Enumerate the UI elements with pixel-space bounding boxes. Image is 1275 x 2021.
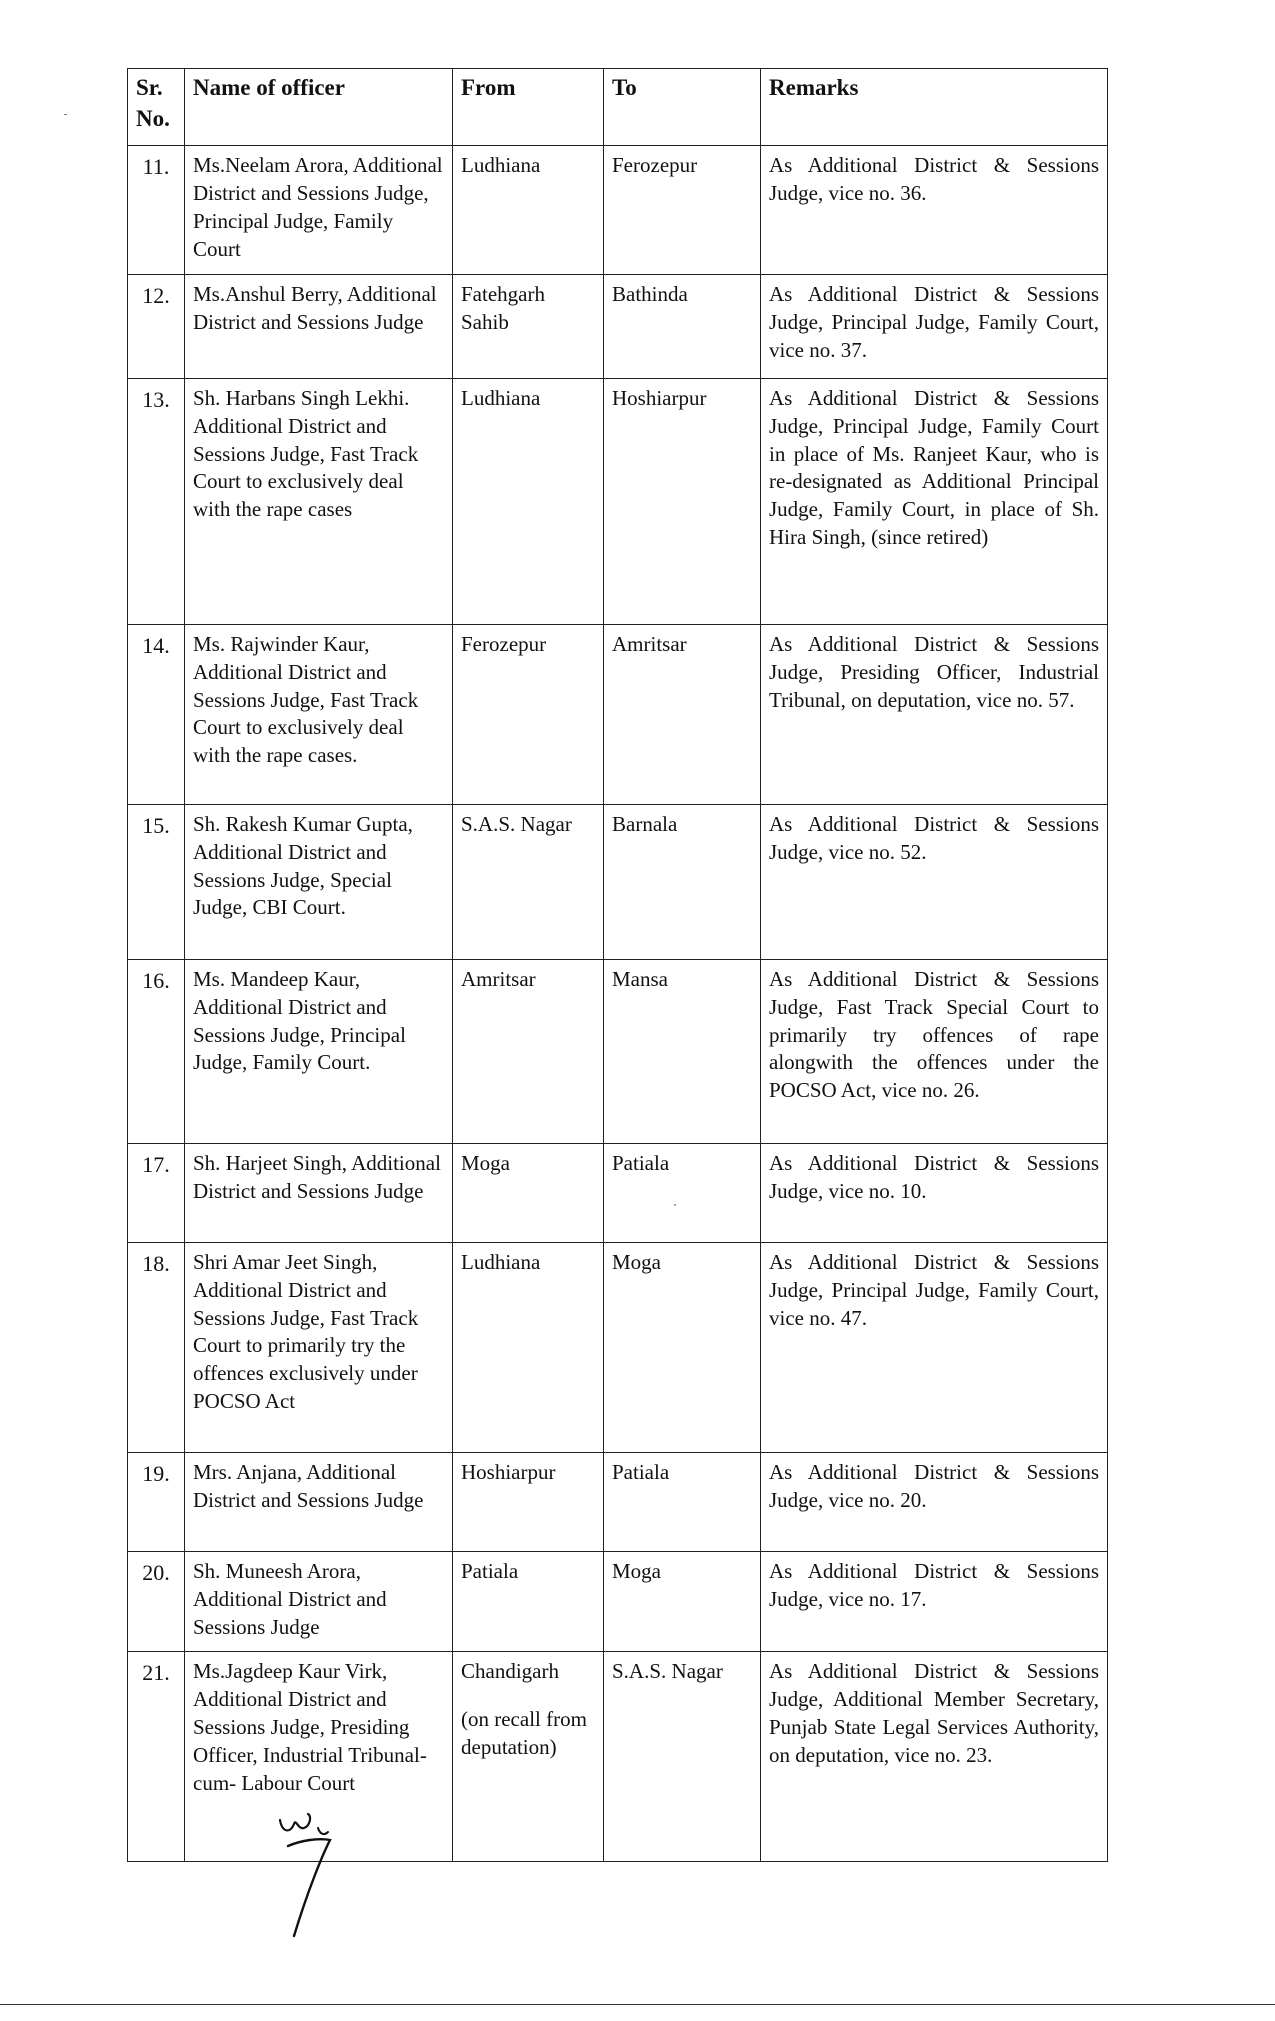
table-row: [128, 804, 1108, 959]
handwritten-signature-icon: [268, 1810, 348, 1950]
from-cell-text: Amritsar: [461, 966, 536, 991]
to-cell: [604, 274, 761, 378]
officer-name-cell-text: Ms.Jagdeep Kaur Virk, Additional District and Sessions Judge, Presiding Officer, Industrial Tribunal-cum- Labour Court: [193, 1659, 427, 1796]
sr-no-cell: [128, 1143, 185, 1242]
to-cell: [604, 624, 761, 804]
from-cell: [453, 1452, 604, 1551]
to-cell: [604, 959, 761, 1143]
sr-no-cell: [128, 274, 185, 378]
header-from: From: [453, 69, 604, 146]
sr-no-cell-text: 13.: [142, 386, 170, 412]
officer-name-cell-text: Ms.Neelam Arora, Additional District and Sessions Judge, Principal Judge, Family Court: [193, 153, 443, 261]
table-row: [128, 1551, 1108, 1652]
officer-transfer-table: [127, 68, 1108, 1862]
remarks-cell: [761, 1652, 1108, 1862]
officer-name-cell: [185, 146, 453, 275]
to-cell: [604, 1452, 761, 1551]
sr-no-cell: [128, 624, 185, 804]
remarks-cell-text: As Additional District & Sessions Judge, vice no. 52.: [769, 811, 1099, 864]
table-row: [128, 1452, 1108, 1551]
remarks-cell-text: As Additional District & Sessions Judge, vice no. 36.: [769, 153, 1099, 205]
from-cell-text: S.A.S. Nagar: [461, 811, 572, 836]
sr-no-cell: [128, 804, 185, 959]
from-cell: [453, 274, 604, 378]
officer-name-cell-text: Sh. Muneesh Arora, Additional District and Sessions Judge: [193, 1558, 387, 1639]
from-cell: [453, 146, 604, 275]
officer-name-cell: [185, 1242, 453, 1452]
sr-no-cell-text: 18.: [142, 1250, 170, 1276]
sr-no-cell: [128, 146, 185, 275]
officer-name-cell: [185, 274, 453, 378]
header-sr-no: Sr. No.: [128, 69, 185, 146]
sr-no-cell: [128, 959, 185, 1143]
from-cell-text: Ludhiana: [461, 385, 541, 410]
table-header-row: [128, 69, 1108, 146]
officer-name-cell-text: Sh. Rakesh Kumar Gupta, Additional District and Sessions Judge, Special Judge, CBI Court.: [193, 811, 413, 920]
sr-no-cell-text: 14.: [142, 632, 170, 658]
table-row: [128, 1143, 1108, 1242]
sr-no-cell: [128, 378, 185, 624]
remarks-cell: [761, 1242, 1108, 1452]
remarks-cell-text: As Additional District & Sessions Judge, vice no. 20.: [769, 1459, 1099, 1512]
remarks-cell: [761, 804, 1108, 959]
remarks-cell-text: As Additional District & Sessions Judge, Fast Track Special Court to primarily try offences of rape alongwith the offences under the POCSO Act, vice no. 26.: [769, 966, 1099, 1103]
to-cell: [604, 378, 761, 624]
from-cell: [453, 1143, 604, 1242]
sr-no-cell-text: 11.: [142, 154, 170, 179]
officer-name-cell: [185, 1143, 453, 1242]
header-remarks: Remarks: [761, 69, 1108, 146]
table-row: [128, 959, 1108, 1143]
header-name-of-officer: Name of officer: [185, 69, 453, 146]
sr-no-cell: [128, 1452, 185, 1551]
sr-no-cell-text: 20.: [142, 1559, 170, 1585]
to-cell: [604, 804, 761, 959]
to-cell-text: Moga: [612, 1249, 661, 1274]
officer-name-cell: [185, 1551, 453, 1652]
to-cell-text: Mansa: [612, 966, 668, 991]
to-cell: [604, 146, 761, 275]
from-cell: [453, 1652, 604, 1862]
remarks-cell-text: As Additional District & Sessions Judge, vice no. 17.: [769, 1558, 1099, 1611]
remarks-cell: [761, 959, 1108, 1143]
to-cell-text: Bathinda: [612, 281, 688, 306]
table-row: [128, 1242, 1108, 1452]
remarks-cell-text: As Additional District & Sessions Judge, Principal Judge, Family Court, vice no. 37.: [769, 281, 1099, 362]
from-cell: [453, 1242, 604, 1452]
officer-name-cell-text: Ms. Mandeep Kaur, Additional District and Sessions Judge, Principal Judge, Family Court.: [193, 966, 406, 1075]
officer-name-cell: [185, 1452, 453, 1551]
from-cell: [453, 378, 604, 624]
remarks-cell-text: As Additional District & Sessions Judge, Presiding Officer, Industrial Tribunal, on deputation, vice no. 57.: [769, 631, 1099, 712]
remarks-cell-text: As Additional District & Sessions Judge, vice no. 10.: [769, 1150, 1099, 1203]
table-row: [128, 274, 1108, 378]
table-body: [128, 146, 1108, 1862]
sr-no-cell: [128, 1242, 185, 1452]
from-cell-text: Hoshiarpur: [461, 1459, 556, 1484]
officer-name-cell: [185, 624, 453, 804]
remarks-cell: [761, 1143, 1108, 1242]
officer-name-cell-text: Mrs. Anjana, Additional District and Sessions Judge: [193, 1459, 424, 1512]
from-note-text: (on recall from deputation): [461, 1707, 587, 1760]
from-cell-text: Fatehgarh Sahib: [461, 281, 545, 334]
officer-name-cell: [185, 804, 453, 959]
scan-speck: [64, 114, 67, 115]
to-cell-text: Hoshiarpur: [612, 385, 707, 410]
remarks-cell-text: As Additional District & Sessions Judge, Principal Judge, Family Court, vice no. 47.: [769, 1249, 1099, 1330]
table-row: [128, 146, 1108, 275]
sr-no-cell-text: 21.: [142, 1660, 170, 1686]
to-cell: [604, 1551, 761, 1652]
remarks-cell: [761, 1551, 1108, 1652]
to-cell-text: Moga: [612, 1558, 661, 1583]
to-cell: [604, 1143, 761, 1242]
from-cell-text: Chandigarh: [461, 1659, 559, 1684]
to-cell-text: Patiala: [612, 1459, 670, 1484]
from-cell-text: Ludhiana: [461, 1249, 541, 1274]
sr-no-cell-text: 19.: [142, 1460, 170, 1486]
officer-name-cell-text: Ms.Anshul Berry, Additional District and Sessions Judge: [193, 281, 437, 334]
sr-no-cell: [128, 1652, 185, 1862]
table-row: [128, 624, 1108, 804]
remarks-cell: [761, 146, 1108, 275]
to-cell-text: Ferozepur: [612, 153, 698, 177]
to-cell-text: Barnala: [612, 811, 678, 836]
header-to: To: [604, 69, 761, 146]
remarks-cell: [761, 274, 1108, 378]
from-cell: [453, 1551, 604, 1652]
officer-name-cell: [185, 378, 453, 624]
from-cell: [453, 804, 604, 959]
to-cell: [604, 1242, 761, 1452]
to-cell-text: Patiala: [612, 1150, 670, 1175]
remarks-cell: [761, 624, 1108, 804]
officer-name-cell-text: Sh. Harjeet Singh, Additional District and Sessions Judge: [193, 1150, 441, 1203]
remarks-cell-text: As Additional District & Sessions Judge, Principal Judge, Family Court in place of Ms. Ranjeet Kaur, who is re-designated as Additional Principal Judge, Family Court, in place of Sh. Hira Singh, (since retired): [769, 385, 1099, 550]
officer-name-cell-text: Shri Amar Jeet Singh, Additional District and Sessions Judge, Fast Track Court to primarily try the offences exclusively under POCSO Act: [193, 1249, 419, 1414]
remarks-cell: [761, 1452, 1108, 1551]
officer-name-cell: [185, 959, 453, 1143]
page-bottom-rule: [0, 2004, 1275, 2005]
table-row: [128, 378, 1108, 624]
officer-name-cell-text: Sh. Harbans Singh Lekhi. Additional District and Sessions Judge, Fast Track Court to exclusively deal with the rape cases: [193, 385, 419, 522]
from-cell-text: Ferozepur: [461, 631, 547, 656]
sr-no-cell-text: 16.: [142, 967, 170, 993]
from-cell-text: Moga: [461, 1150, 510, 1175]
remarks-cell-text: As Additional District & Sessions Judge, Additional Member Secretary, Punjab State Legal Services Authority, on deputation, vice no. 23.: [769, 1659, 1099, 1768]
officer-name-cell-text: Ms. Rajwinder Kaur, Additional District and Sessions Judge, Fast Track Court to exclusively deal with the rape cases.: [193, 631, 419, 768]
from-cell: [453, 624, 604, 804]
from-cell-text: Ludhiana: [461, 153, 541, 177]
scan-speck: [674, 1204, 676, 1206]
to-cell: [604, 1652, 761, 1862]
to-cell-text: S.A.S. Nagar: [612, 1659, 723, 1684]
sr-no-cell: [128, 1551, 185, 1652]
to-cell-text: Amritsar: [612, 631, 687, 656]
remarks-cell: [761, 378, 1108, 624]
from-cell: [453, 959, 604, 1143]
sr-no-cell-text: 12.: [142, 282, 170, 308]
sr-no-cell-text: 15.: [142, 812, 170, 838]
from-cell-text: Patiala: [461, 1558, 519, 1583]
sr-no-cell-text: 17.: [142, 1151, 170, 1177]
